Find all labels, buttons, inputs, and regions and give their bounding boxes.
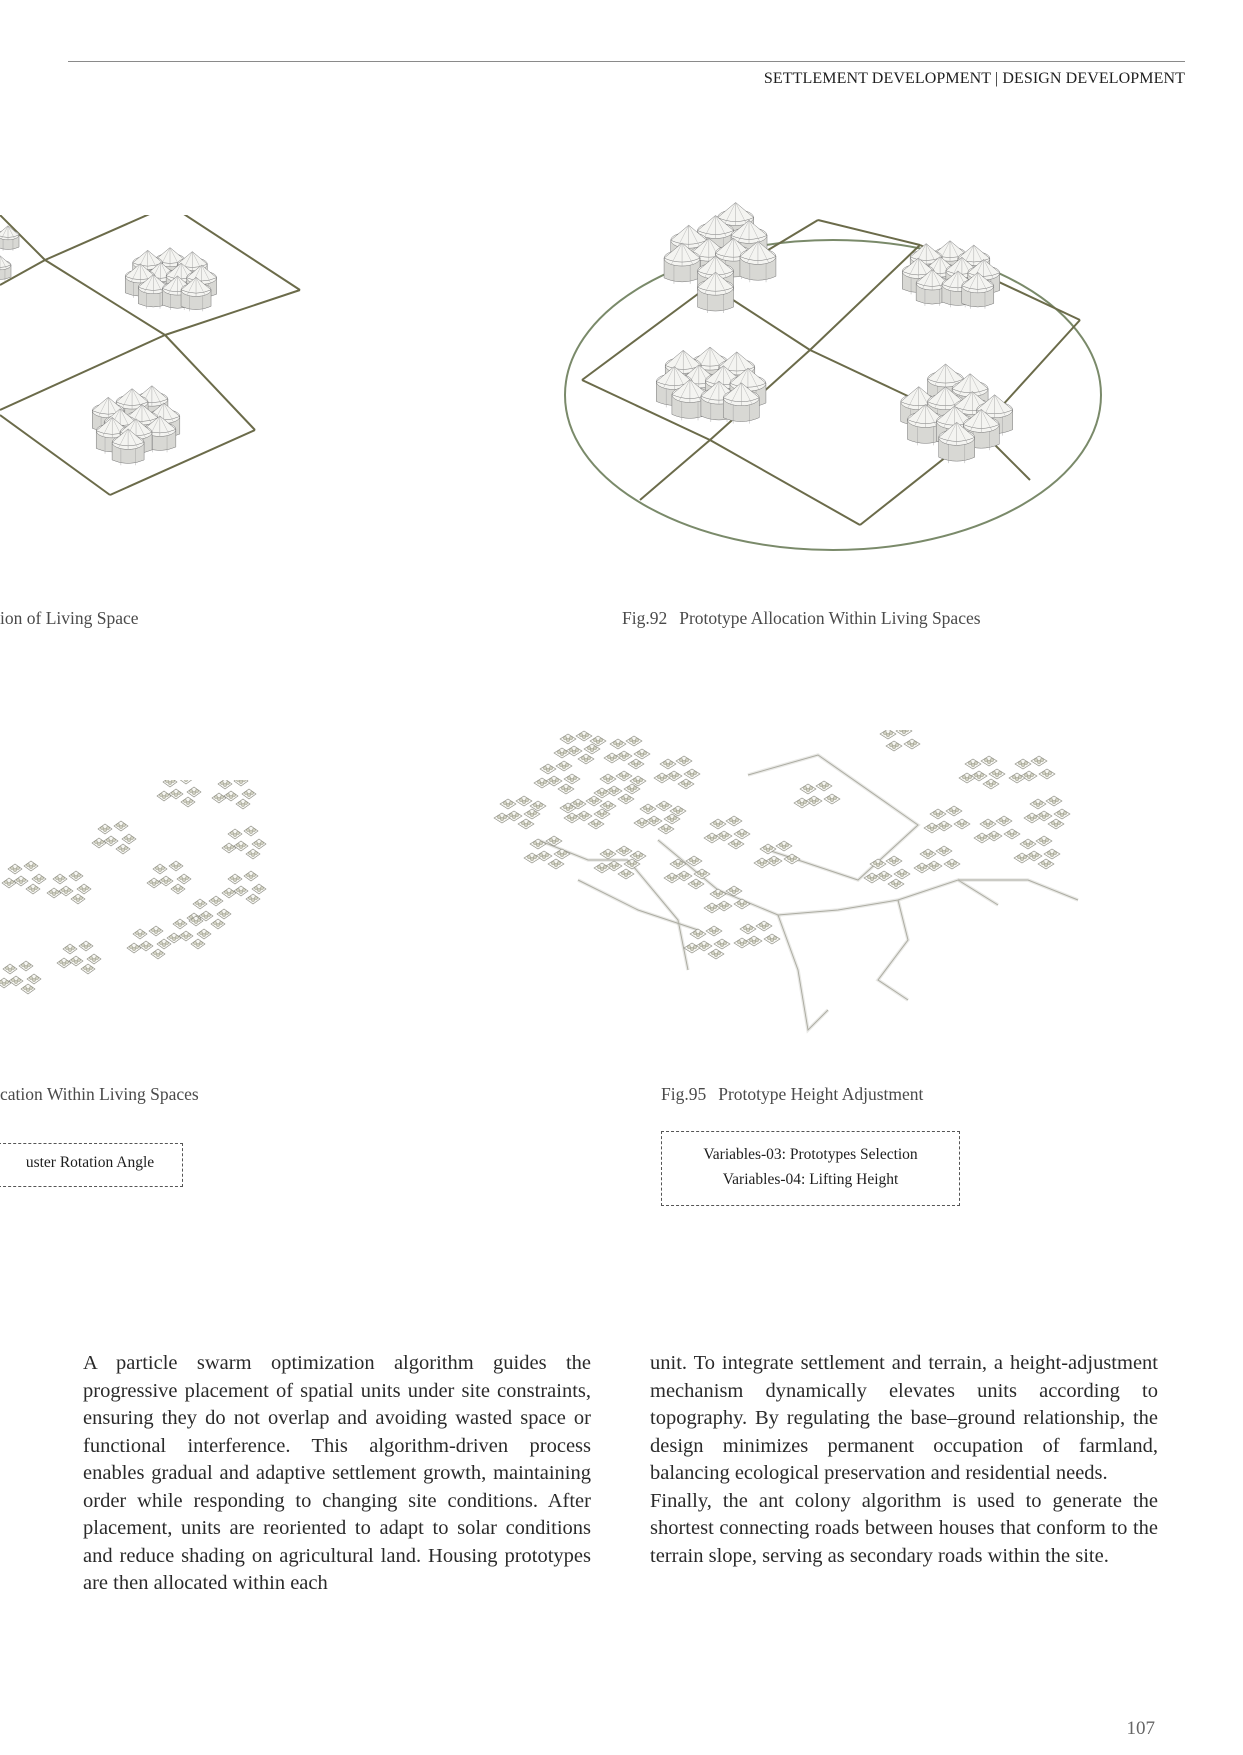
mini-cluster: [534, 761, 580, 794]
house-prototype: [0, 256, 11, 281]
mini-cluster: [664, 856, 710, 889]
mini-cluster: [2, 861, 46, 894]
mini-cluster: [92, 821, 136, 854]
variables-box-right: [661, 1131, 960, 1206]
mini-cluster: [222, 871, 266, 904]
mini-cluster: [1014, 836, 1060, 869]
mini-cluster: [864, 856, 910, 889]
body-paragraph: A particle swarm optimization algorithm guides the progressive placement of spatial units under site constraints, ensuring they do not overlap and avoiding wasted space or functional interference. This algorithm-driven process enables gradual and adaptive settlement growth, maintaining order while responding to changing site conditions. After placement, units are reoriented to adapt to solar conditions and reduce shading on agricultural land. Housing prototypes are then allocated within each: [83, 1352, 591, 1594]
body-paragraph: Finally, the ant colony algorithm is used to generate the shortest connecting roads between houses that conform to the terrain slope, serving as secondary roads within the site.: [650, 1489, 1158, 1567]
variable-line: Variables-04: Lifting Height: [722, 1171, 899, 1188]
grid-line: [810, 245, 920, 350]
variable-line: uster Rotation Angle: [25, 1154, 155, 1171]
mini-cluster: [704, 816, 750, 849]
mini-cluster: [734, 921, 780, 948]
running-header: SETTLEMENT DEVELOPMENT | DESIGN DEVELOPMENT: [763, 70, 1185, 87]
mini-cluster: [127, 926, 171, 959]
mini-cluster: [57, 941, 101, 974]
figure-92-prototype-allocation: [560, 180, 1110, 560]
house-prototype: [0, 226, 19, 251]
grid-line: [640, 440, 710, 500]
body-column-right: [650, 1350, 1158, 1570]
mini-cluster: [914, 846, 960, 873]
mini-cluster: [0, 961, 41, 994]
site-boundary: [565, 240, 1101, 550]
caption-fig95: [661, 1084, 923, 1105]
figure-number: Fig.92: [622, 608, 668, 628]
mini-cluster: [1009, 756, 1055, 783]
mini-cluster: [704, 886, 750, 913]
variables-box-left: [0, 1143, 183, 1187]
mini-cluster: [654, 756, 700, 789]
caption-left-mid: [0, 1084, 199, 1105]
mini-cluster: [560, 796, 616, 829]
mini-cluster: [167, 916, 211, 949]
caption-fig92: [622, 608, 981, 629]
variable-line: Variables-03: Prototypes Selection: [703, 1146, 918, 1163]
mini-cluster: [212, 780, 256, 809]
caption-text: Prototype Height Adjustment: [718, 1084, 924, 1104]
mini-cluster: [974, 816, 1020, 843]
figure-number: Fig.95: [661, 1084, 707, 1104]
figure-living-space-partial: [0, 215, 310, 565]
body-paragraph: unit. To integrate settlement and terrain, a height-adjustment mechanism dynamically elevates units according to topography. By regulating the base–ground relationship, the design minimizes permanent occupation of farmland, balancing ecological preservation and residential needs.: [650, 1352, 1158, 1484]
mini-cluster: [554, 731, 606, 764]
grid-line: [710, 440, 860, 525]
caption-text: ion of Living Space: [0, 608, 139, 628]
figure-allocation-partial: [0, 780, 310, 1040]
mini-cluster: [604, 736, 650, 769]
mini-cluster: [634, 801, 686, 834]
mini-cluster: [494, 796, 546, 829]
mini-cluster: [959, 756, 1005, 789]
mini-cluster: [147, 861, 191, 894]
mini-cluster: [594, 771, 646, 804]
mini-cluster: [684, 926, 730, 959]
header-rule: [68, 61, 1185, 62]
caption-left-top: [0, 608, 139, 629]
caption-text: Prototype Allocation Within Living Spaces: [679, 608, 981, 628]
caption-text: cation Within Living Spaces: [0, 1084, 199, 1104]
mini-cluster: [47, 871, 91, 904]
mini-cluster: [222, 826, 266, 859]
mini-cluster: [794, 781, 840, 808]
mini-cluster: [924, 806, 970, 833]
mini-cluster: [880, 730, 920, 751]
page-number: 107: [1126, 1718, 1155, 1739]
figure-95-height-adjustment: [478, 730, 1118, 1040]
body-column-left: [83, 1350, 591, 1598]
mini-cluster: [157, 780, 201, 807]
mini-cluster: [1024, 796, 1070, 829]
mini-cluster: [524, 836, 570, 869]
